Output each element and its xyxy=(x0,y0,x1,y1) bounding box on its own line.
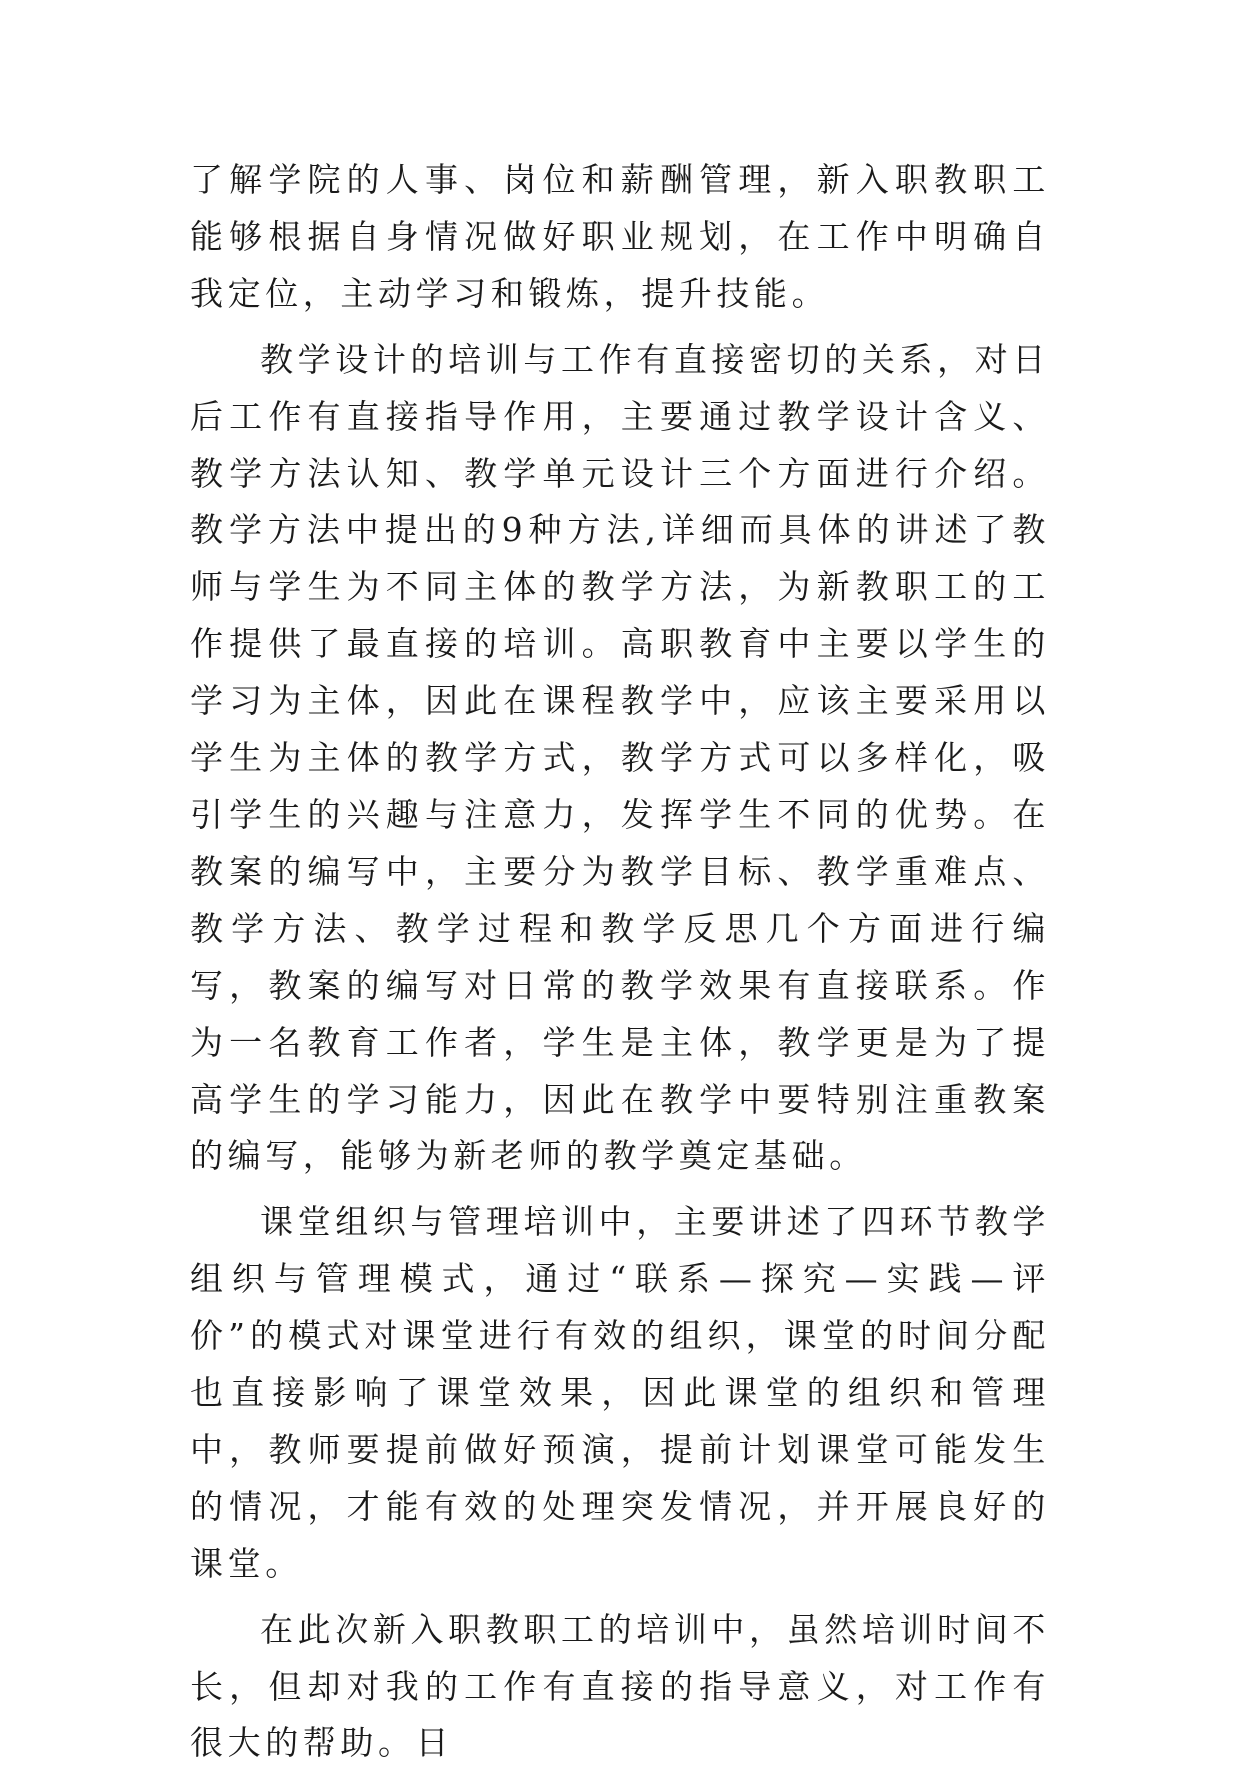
paragraph-1: 了解学院的人事、岗位和薪酬管理，新入职教职工能够根据自身情况做好职业规划，在工作中明确自我定位，主动学习和锻炼，提升技能。 xyxy=(190,160,1050,313)
paragraph-4: 在此次新入职教职工的培训中，虽然培训时间不长，但却对我的工作有直接的指导意义，对工作有很大的帮助。日 xyxy=(190,1609,1050,1763)
paragraph-3: 课堂组织与管理培训中，主要讲述了四环节教学组织与管理模式，通过“联系—探究—实践—评价”的模式对课堂进行有效的组织，课堂的时间分配也直接影响了课堂效果，因此课堂的组织和管理中，教师要提前做好预演，提前计划课堂可能发生的情况，才能有效的处理突发情况，并开展良好的课堂。 xyxy=(190,1202,1050,1583)
paragraph-2: 教学设计的培训与工作有直接密切的关系，对日后工作有直接指导作用，主要通过教学设计含义、教学方法认知、教学单元设计三个方面进行介绍。教学方法中提出的9种方法,详细而具体的讲述了教师与学生为不同主体的教学方法，为新教职工的工作提供了最直接的培训。高职教育中主要以学生的学习为主体，因此在课程教学中，应该主要采用以学生为主体的教学方式，教学方式可以多样化，吸引学生的兴趣与注意力，发挥学生不同的优势。在教案的编写中，主要分为教学目标、教学重难点、教学方法、教学过程和教学反思几个方面进行编写，教案的编写对日常的教学效果有直接联系。作为一名教育工作者，学生是主体，教学更是为了提高学生的学习能力，因此在教学中要特别注重教案的编写，能够为新老师的教学奠定基础。 xyxy=(190,339,1050,1176)
document-body xyxy=(190,152,1050,1781)
